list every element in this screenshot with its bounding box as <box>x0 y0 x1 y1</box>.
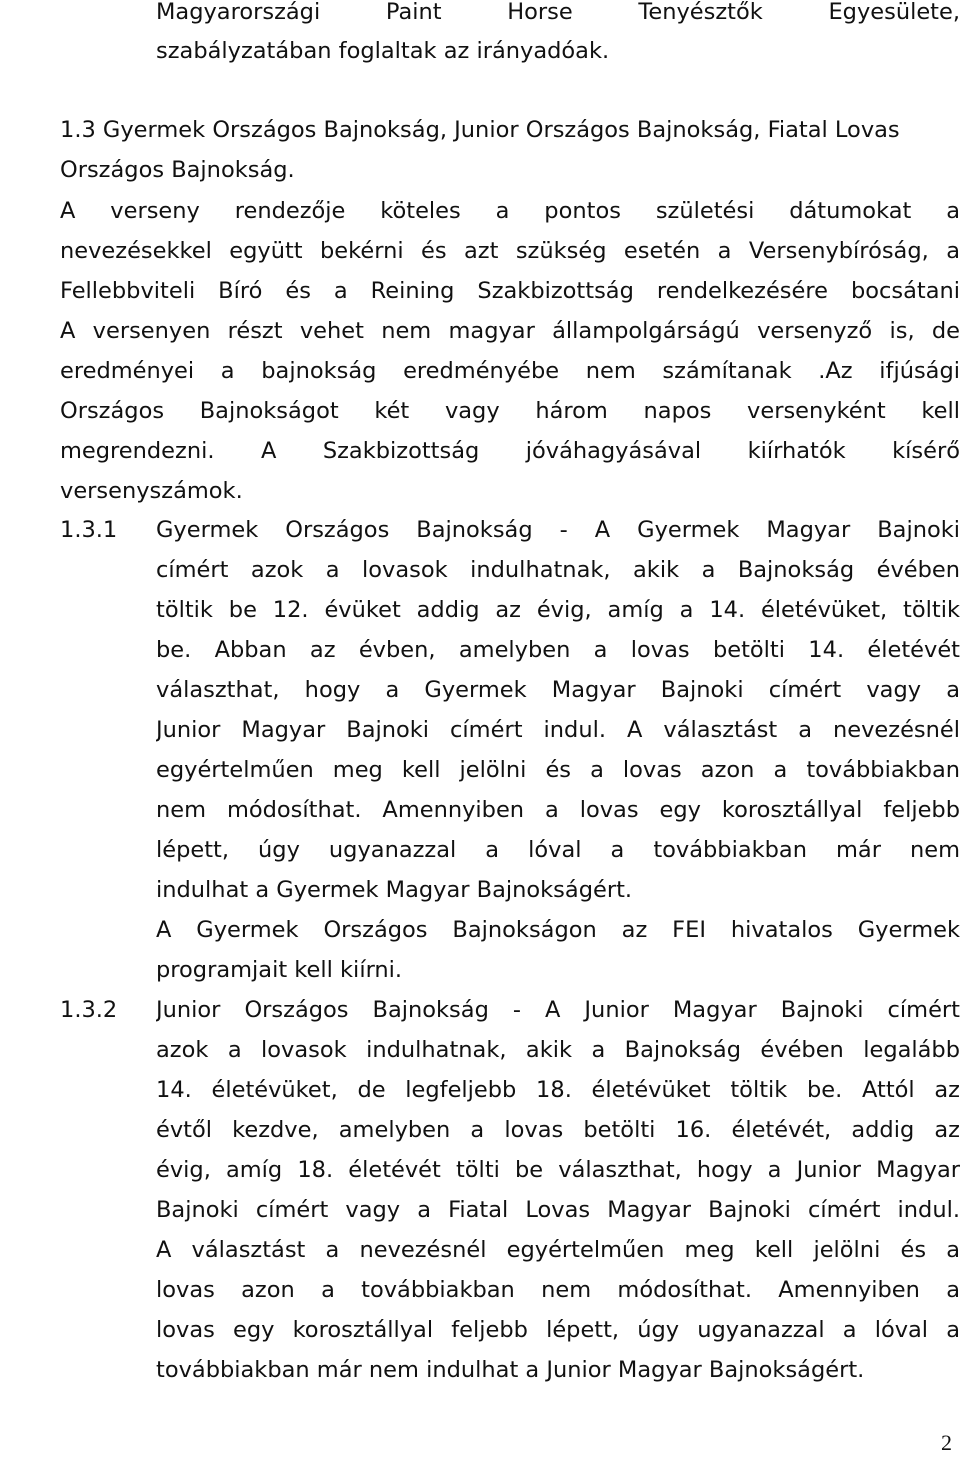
subsection-line: programjait kell kiírni. <box>156 957 403 983</box>
subsection-number: 1.3.1 <box>60 517 118 543</box>
subsection-line: Junior Magyar Bajnoki címért indul. A választást a nevezésnél <box>156 717 960 743</box>
intro-line: szabályzatában foglaltak az irányadóak. <box>156 38 610 64</box>
subsection-line: lépett, úgy ugyanazzal a lóval a továbbiakban már nem <box>156 837 960 863</box>
subsection-number: 1.3.2 <box>60 997 118 1023</box>
section-title-line: Országos Bajnokság. <box>60 157 295 183</box>
subsection-line: nem módosíthat. Amennyiben a lovas egy korosztállyal feljebb <box>156 797 960 823</box>
subsection-line: évtől kezdve, amelyben a lovas betölti 16. életévét, addig az <box>156 1117 960 1143</box>
subsection-line: lovas egy korosztállyal feljebb lépett, úgy ugyanazzal a lóval a <box>156 1317 960 1343</box>
subsection-line: be. Abban az évben, amelyben a lovas betölti 14. életévét <box>156 637 960 663</box>
section-body-line: eredményei a bajnokság eredményébe nem számítanak .Az ifjúsági <box>60 358 960 384</box>
section-body-line: Fellebbviteli Bíró és a Reining Szakbizottság rendelkezésére bocsátani <box>60 278 960 304</box>
subsection-line: indulhat a Gyermek Magyar Bajnokságért. <box>156 877 633 903</box>
section-body-line: versenyszámok. <box>60 478 243 504</box>
subsection-line: évig, amíg 18. életévét tölti be választhat, hogy a Junior Magyar <box>156 1157 960 1183</box>
page-number: 2 <box>941 1430 952 1455</box>
intro-line: Magyarországi Paint Horse Tenyésztők Egyesülete, <box>156 0 960 25</box>
subsection-line: továbbiakban már nem indulhat a Junior Magyar Bajnokságért. <box>156 1357 865 1383</box>
subsection-line: címért azok a lovasok indulhatnak, akik a Bajnokság évében <box>156 557 960 583</box>
section-body-line: A verseny rendezője köteles a pontos születési dátumokat a <box>60 198 960 224</box>
subsection-line: 14. életévüket, de legfeljebb 18. életévüket töltik be. Attól az <box>156 1077 960 1103</box>
subsection-line: A választást a nevezésnél egyértelműen meg kell jelölni és a <box>156 1237 960 1263</box>
subsection-line: azok a lovasok indulhatnak, akik a Bajnokság évében legalább <box>156 1037 960 1063</box>
subsection-line: lovas azon a továbbiakban nem módosíthat. Amennyiben a <box>156 1277 960 1303</box>
subsection-line: Gyermek Országos Bajnokság - A Gyermek Magyar Bajnoki <box>156 517 960 543</box>
subsection-line: Bajnoki címért vagy a Fiatal Lovas Magyar Bajnoki címért indul. <box>156 1197 960 1223</box>
section-body-line: Országos Bajnokságot két vagy három napos versenyként kell <box>60 398 960 424</box>
subsection-line: töltik be 12. évüket addig az évig, amíg a 14. életévüket, töltik <box>156 597 960 623</box>
section-body-line: megrendezni. A Szakbizottság jóváhagyásával kiírhatók kísérő <box>60 438 960 464</box>
section-body-line: nevezésekkel együtt bekérni és azt szükség esetén a Versenybíróság, a <box>60 238 960 264</box>
subsection-line: egyértelműen meg kell jelölni és a lovas azon a továbbiakban <box>156 757 960 783</box>
section-body-line: A versenyen részt vehet nem magyar állampolgárságú versenyző is, de <box>60 318 960 344</box>
subsection-line: A Gyermek Országos Bajnokságon az FEI hivatalos Gyermek <box>156 917 960 943</box>
subsection-line: Junior Országos Bajnokság - A Junior Magyar Bajnoki címért <box>156 997 960 1023</box>
subsection-line: választhat, hogy a Gyermek Magyar Bajnoki címért vagy a <box>156 677 960 703</box>
section-title-line: 1.3 Gyermek Országos Bajnokság, Junior Országos Bajnokság, Fiatal Lovas <box>60 117 900 143</box>
